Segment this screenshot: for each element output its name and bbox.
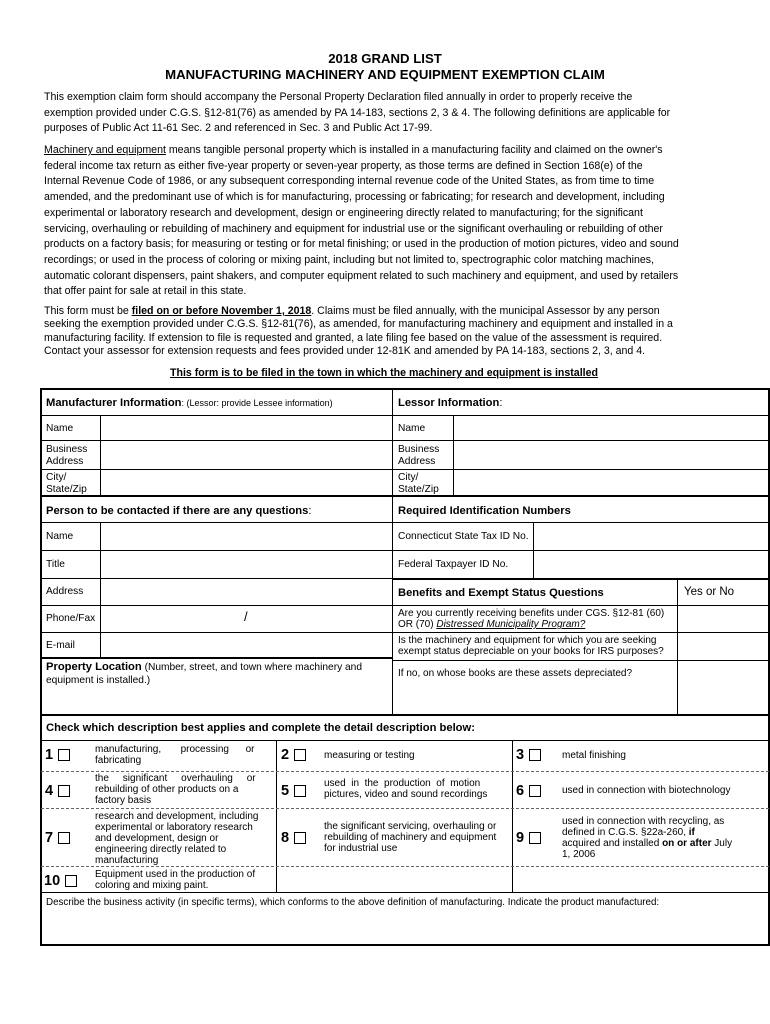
option-7-checkbox[interactable] (58, 832, 70, 844)
benefits-answer-1[interactable] (679, 607, 767, 631)
option-10-checkbox[interactable] (65, 875, 77, 887)
option-3-checkbox[interactable] (529, 749, 541, 761)
ids-header: Required Identification Numbers (398, 505, 571, 517)
lessor-address-label: Business Address (398, 444, 440, 467)
option-1-checkbox[interactable] (58, 749, 70, 761)
manufacturer-city-field[interactable] (102, 471, 390, 494)
manufacturer-name-field[interactable] (102, 417, 390, 439)
option-3-label: metal finishing (562, 750, 626, 761)
option-6-checkbox[interactable] (529, 785, 541, 797)
benefits-question-3: If no, on whose books are these assets depreciated? (398, 668, 633, 679)
describe-business-field[interactable] (43, 910, 767, 944)
federal-taxpayer-id-field[interactable] (535, 552, 767, 577)
lessor-name-field[interactable] (455, 417, 767, 439)
option-5-checkbox[interactable] (294, 785, 306, 797)
option-7-label: research and development, including experimental or laboratory research and development, design or engineering directly related to manufacturing (95, 811, 259, 866)
option-4-checkbox[interactable] (58, 785, 70, 797)
option-number-10: 10 (44, 873, 61, 889)
option-number-7: 7 (45, 830, 54, 846)
contact-title-field[interactable] (102, 552, 390, 577)
form-page: 2018 GRAND LIST MANUFACTURING MACHINERY AND EQUIPMENT EXEMPTION CLAIM This exemption claim form should accompany the Personal Property Declaration filed annually in order to properly receive the exemption provided under C.G.S. §12-81(76) as amended by PA 14-183, sections 2, 3 & 4. The following definitions are applicable for purposes of Public Act 11-61 Sec. 2 and referenced in Sec. 3 and Public Act 17-99. Machinery and equipment means tangible personal property which is installed in a manufacturing facility and claimed on the owner's federal income tax return as either five-year property or seven-year property, as those terms are defined in Section 168(e) of the Internal Revenue Code of 1986, or any subsequent corresponding internal revenue code of the United States, as from time to time amended, and the predominant use of which is for manufacturing, processing or fabricating; for research and development, including experimental or laboratory research and development, design or engineering directly related to manufacturing; for the significant servicing, overhauling or rebuilding of machinery and equipment for industrial use or the significant overhauling or rebuilding of other products on a factory basis; for measuring or testing or for metal finishing; or used in the production of motion pictures, video and sound recordings; or used in the process of coloring or mixing paint, including but not limited to, spectrographic color matching machines, automatic colorant dispensers, paint shakers, and computer equipment related to such machinery and equipment, and used by retailers that offer paint for sale at retail in this state. This form must be filed on or before November 1, 2018. Claims must be filed annually, with the municipal Assessor by any person seeking the exemption provided under C.G.S. §12-81(76), as amended, for manufacturing machinery and equipment and installed in a manufacturing facility. If extension to file is requested and granted, a late filing fee based on the value of the assessment is required. Contact your assessor for extension requests and fees provided under 12-81K and amended by PA 14-183, sections 2, 3, and 4. This form is to be filed in the town in which the machinery and equipment is installed Manufacturer Information: (Lessor: provide Lessee information) Name Business Address City/ State/Zip Lessor Information: Name Business Address City/ State/Zip Person to be contacted if there are any questions: Name Title Address Phone/Fax / E-mail Required Identification Numbers Connecticut State Tax ID No. Federal Taxpayer ID No. Benefits and Exempt Status Questions Yes or No Are you currently receiving benefits under CGS. §12-81 (60) OR (70) Distressed Municipality Program? Is the machinery and equipment for which you are seeking exempt status depreciable on your books for IRS purposes? If no, on whose books are these assets depreciated? Property Location (Number, street, and town where machinery and equipment is installed.) Check which description best applies and complete the detail description below: 1 manufacturing, processing or fabricating 2 measuring or testing 3 metal finishing 4 the significant overhauling or rebuilding of other products on a factory basis 5 used in the production of motion pictures, video and sound recordings 6 used in connection with biotechnology 7 research and development, including experimental or laboratory research and development, design or engineering directly related to manufacturing 8 the significant servicing, overhauling or rebuilding of machinery and equipment for industrial use 9 used in connection with recycling, as defined in C.G.S. §22a-260, if acquired and installed on or after July 1, 2006 10 Equipment used in the production of coloring and mixing paint. Describe the business activity (in specific terms), which conforms to the above definition of manufacturing. Indicate the product manufactured: (0, 0, 770, 1024)
filing-notice: This form is to be filed in the town in which the machinery and equipment is installed (170, 367, 598, 379)
option-number-4: 4 (45, 783, 54, 799)
property-location-field[interactable] (43, 688, 390, 713)
check-header: Check which description best applies and complete the detail description below: (46, 722, 475, 734)
contact-header: Person to be contacted if there are any questions: (46, 505, 312, 517)
phone-fax-separator: / (244, 609, 248, 624)
filing-deadline: filed on or before November 1, 2018 (131, 305, 312, 317)
benefits-header: Benefits and Exempt Status Questions (398, 587, 604, 599)
option-number-8: 8 (281, 830, 290, 846)
form-title: MANUFACTURING MACHINERY AND EQUIPMENT EXEMPTION CLAIM (165, 67, 605, 82)
contact-email-label: E-mail (46, 640, 75, 651)
yes-no-header: Yes or No (684, 586, 735, 598)
lessor-city-field[interactable] (455, 471, 767, 494)
contact-name-label: Name (46, 531, 74, 542)
option-number-9: 9 (516, 830, 525, 846)
filing-paragraph: This form must be filed on or before November 1, 2018. Claims must be filed annually, with the municipal Assessor by any person seeking the exemption provided under C.G.S. §12-81(76), as amended, for manufacturing machinery and equipment and installed in a manufacturing facility. If extension to file is requested and granted, a late filing fee based on the value of the assessment is required. Contact your assessor for extension requests and fees provided under 12-81K and amended by PA 14-183, sections 2, 3, and 4. (44, 305, 673, 357)
option-2-label: measuring or testing (324, 750, 415, 761)
state-tax-id-label: Connecticut State Tax ID No. (398, 531, 529, 542)
form-title-year: 2018 GRAND LIST (328, 51, 442, 66)
option-5-label: used in the production of motion pictures, video and sound recordings (324, 778, 488, 800)
option-10-label: Equipment used in the production of coloring and mixing paint. (95, 869, 256, 891)
benefits-question-1: Are you currently receiving benefits under CGS. §12-81 (60) OR (70) Distressed Municipality Program? (398, 608, 665, 630)
contact-phone-fax-field[interactable] (102, 607, 390, 631)
contact-phone-label: Phone/Fax (46, 613, 96, 624)
lessor-header: Lessor Information: (398, 397, 503, 409)
manufacturer-city-label: City/ State/Zip (46, 472, 87, 495)
column-divider (392, 389, 393, 715)
manufacturer-header: Manufacturer Information: (Lessor: provide Lessee information) (46, 397, 333, 409)
option-2-checkbox[interactable] (294, 749, 306, 761)
contact-address-label: Address (46, 586, 84, 597)
manufacturer-address-label: Business Address (46, 444, 88, 467)
option-8-label: the significant servicing, overhauling or rebuilding of machinery and equipment for industrial use (324, 821, 497, 854)
benefits-answer-3[interactable] (679, 662, 767, 713)
manufacturer-address-field[interactable] (102, 442, 390, 468)
intro-paragraph: This exemption claim form should accompany the Personal Property Declaration filed annually in order to properly receive the exemption provided under C.G.S. §12-81(76) as amended by PA 14-183, sections 2, 3 & 4. The following definitions are applicable for purposes of Public Act 11-61 Sec. 2 and referenced in Sec. 3 and Public Act 17-99. (44, 91, 671, 135)
option-6-label: used in connection with biotechnology (562, 785, 731, 796)
definition-paragraph: Machinery and equipment means tangible personal property which is installed in a manufacturing facility and claimed on the owner's federal income tax return as either five-year property or seven-year property, as those terms are defined in Section 168(e) of the Internal Revenue Code of 1986, or any subsequent corresponding internal revenue code of the United States, as from time to time amended, and the predominant use of which is for manufacturing, processing or fabricating; for research and development, including experimental or laboratory research and development, design or engineering directly related to manufacturing; for the significant servicing, overhauling or rebuilding of machinery and equipment for industrial use or the significant overhauling or rebuilding of other products on a factory basis; for measuring or testing or for metal finishing; or used in the production of motion pictures, video and sound recordings; or used in the process of coloring or mixing paint, including but not limited to, spectrographic color matching machines, automatic colorant dispensers, paint shakers, and computer equipment related to such machinery and equipment, and used by retailers that offer paint for sale at retail in this state. (44, 144, 679, 298)
option-4-label: the significant overhauling or rebuilding of other products on a factory basis (95, 773, 256, 806)
option-number-2: 2 (281, 747, 290, 763)
option-number-6: 6 (516, 783, 525, 799)
option-number-5: 5 (281, 783, 290, 799)
definition-term: Machinery and equipment (44, 144, 166, 156)
federal-taxpayer-id-label: Federal Taxpayer ID No. (398, 559, 509, 570)
state-tax-id-field[interactable] (535, 524, 767, 549)
lessor-city-label: City/ State/Zip (398, 472, 439, 495)
option-number-3: 3 (516, 747, 525, 763)
option-1-label: manufacturing, processing or fabricating (95, 744, 255, 766)
contact-address-field[interactable] (102, 580, 390, 604)
contact-title-label: Title (46, 559, 65, 570)
benefits-answer-2[interactable] (679, 634, 767, 659)
lessor-name-label: Name (398, 423, 426, 434)
describe-business-label: Describe the business activity (in specific terms), which conforms to the above definition of manufacturing. Indicate the product manufactured: (46, 897, 660, 908)
option-9-checkbox[interactable] (529, 832, 541, 844)
contact-name-field[interactable] (102, 524, 390, 549)
option-number-1: 1 (45, 747, 54, 763)
option-8-checkbox[interactable] (294, 832, 306, 844)
manufacturer-name-label: Name (46, 423, 74, 434)
benefits-question-2: Is the machinery and equipment for which you are seeking exempt status depreciable on your books for IRS purposes? (398, 635, 664, 657)
lessor-address-field[interactable] (455, 442, 767, 468)
contact-email-field[interactable] (102, 634, 390, 656)
option-9-label: used in connection with recycling, as defined in C.G.S. §22a-260, if acquired and installed on or after July 1, 2006 (562, 816, 733, 860)
property-location-label: Property Location (Number, street, and town where machinery and (46, 661, 363, 673)
